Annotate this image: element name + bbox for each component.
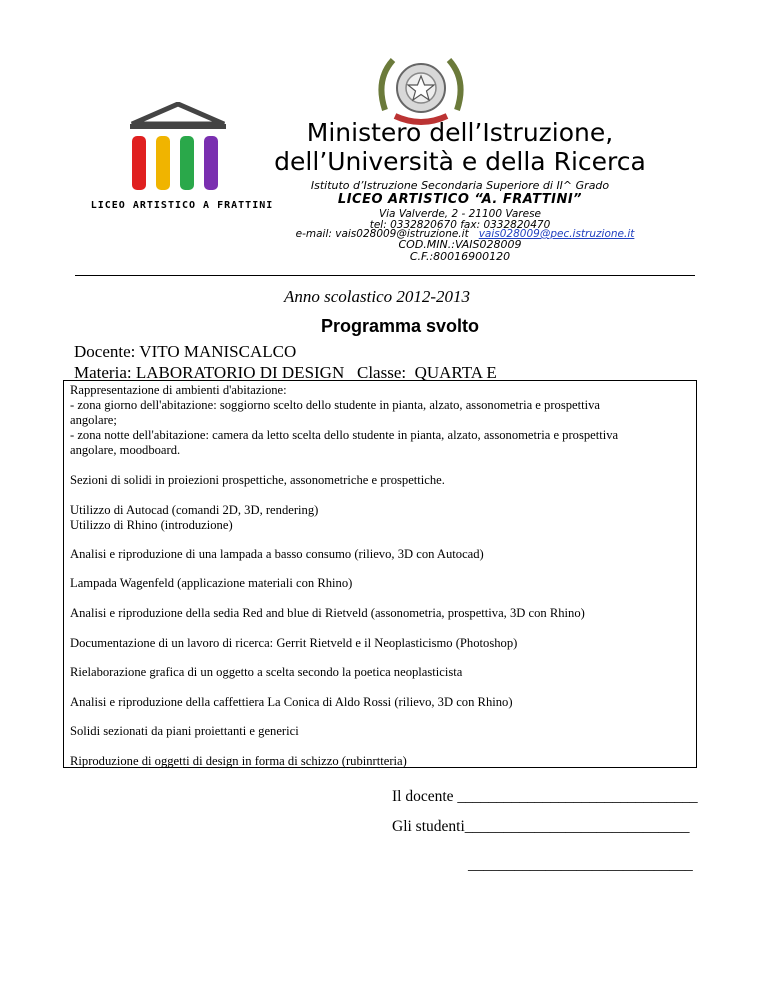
students-signature-line: Gli studenti_____________________________: [392, 818, 690, 835]
program-item: Utilizzo di Autocad (comandi 2D, 3D, rendering): [70, 503, 319, 517]
program-item: angolare;: [70, 413, 117, 427]
cod-min: COD.MIN.:VAIS028009: [398, 238, 522, 251]
program-item: Documentazione di un lavoro di ricerca: Gerrit Rietveld e il Neoplasticismo (Photoshop): [70, 636, 518, 650]
program-item: - zona notte dell'abitazione: camera da letto scelta dello studente in pianta, alzato, assonometria e prospettiva: [70, 428, 619, 442]
program-content-box: [63, 380, 697, 768]
school-logo: [90, 102, 274, 214]
school-year: Anno scolastico 2012-2013: [284, 287, 471, 306]
program-item: angolare, moodboard.: [70, 443, 181, 457]
program-item: - zona giorno dell'abitazione: soggiorno scelto dello studente in pianta, alzato, assonometria e prospettiva: [70, 398, 601, 412]
teacher-signature-line: Il docente _______________________________: [392, 788, 698, 805]
liceo-name: LICEO ARTISTICO “A. FRATTINI”: [337, 192, 583, 207]
header-divider: [75, 275, 695, 276]
institute-name: Istituto d’Istruzione Secondaria Superiore di II^ Grado: [310, 179, 610, 192]
pec-email-link[interactable]: vais028009@pec.istruzione.it: [478, 228, 635, 240]
program-item: Analisi e riproduzione della caffettiera La Conica di Aldo Rossi (rilievo, 3D con Rhino): [70, 695, 513, 709]
ministry-title-line2: dell’Università e della Ricerca: [274, 147, 646, 176]
document-title: Programma svolto: [320, 316, 480, 336]
program-item: Sezioni di solidi in proiezioni prospettiche, assonometriche e prospettiche.: [70, 473, 445, 487]
codice-fiscale: C.F.:80016900120: [409, 250, 511, 263]
subject-class-line: Materia: LABORATORIO DI DESIGN Classe: QUARTA E: [74, 363, 497, 382]
program-item: Rappresentazione di ambienti d'abitazione:: [70, 383, 287, 397]
phone-fax: tel: 0332820670 fax: 0332820470: [369, 219, 551, 231]
email-address: e-mail: vais028009@istruzione.it: [295, 228, 479, 240]
extra-signature-line: _____________________________: [468, 856, 693, 873]
program-item: Riproduzione di oggetti di design in forma di schizzo (rubinrtteria): [70, 754, 407, 768]
address: Via Valverde, 2 - 21100 Varese: [378, 208, 542, 220]
program-item: Rielaborazione grafica di un oggetto a scelta secondo la poetica neoplasticista: [70, 665, 463, 679]
program-item: Solidi sezionati da piani proiettanti e generici: [70, 724, 299, 738]
program-item: Lampada Wagenfeld (applicazione materiali con Rhino): [70, 576, 353, 590]
ministry-title-line1: Ministero dell’Istruzione,: [306, 118, 614, 147]
program-item: Analisi e riproduzione di una lampada a basso consumo (rilievo, 3D con Autocad): [70, 547, 484, 561]
program-item: Utilizzo di Rhino (introduzione): [70, 518, 233, 532]
program-item: Analisi e riproduzione della sedia Red and blue di Rietveld (assonometria, prospettiva, 3D con Rhino): [70, 606, 585, 620]
temple-logo-icon: [118, 102, 246, 214]
logo-text: LICEO ARTISTICO A FRATTINI: [90, 200, 274, 211]
teacher-line: Docente: VITO MANISCALCO: [74, 342, 297, 361]
